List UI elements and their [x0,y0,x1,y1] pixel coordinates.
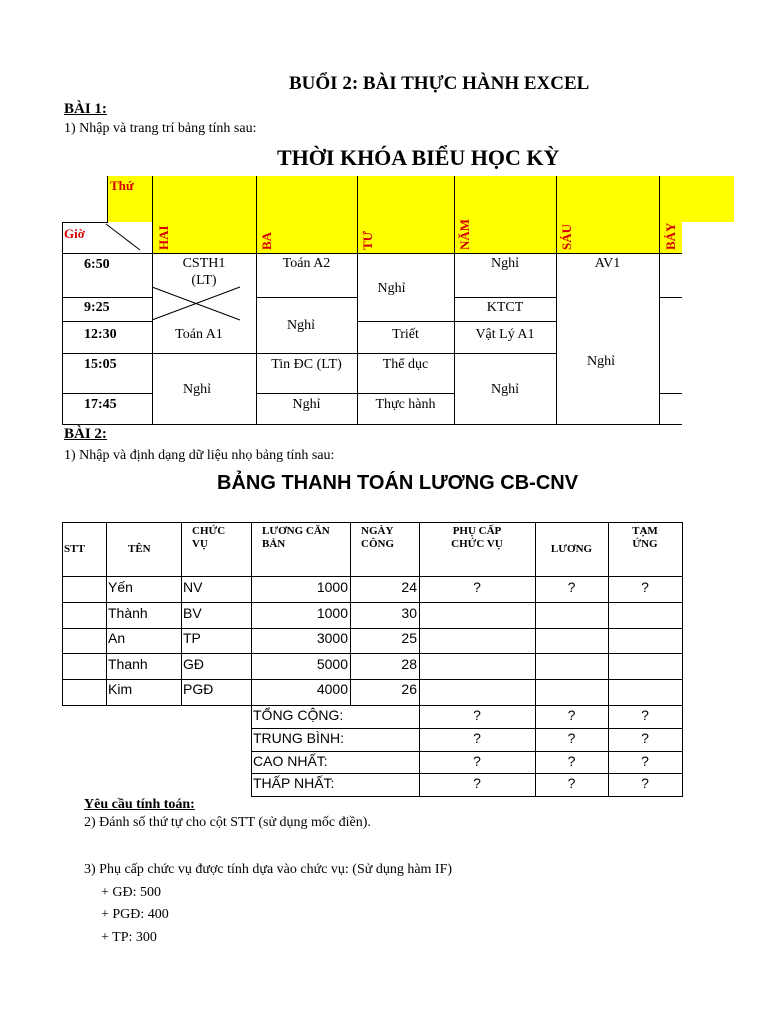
cell-ngay-cong: 30 [401,605,417,621]
summary-label: THẤP NHẤT: [253,775,335,791]
cell-chuc-vu: PGĐ [183,681,214,697]
time-1745: 17:45 [84,397,117,412]
cell-luong: ? [567,579,576,595]
cell-ten: Thanh [108,656,148,672]
cell-ngay-cong: 24 [401,579,417,595]
day-bay: BẢY [663,222,678,250]
day-hai: HAI [156,225,171,250]
cell-ten: Thành [108,605,148,621]
cell-phu-cap: ? [473,579,481,595]
requirement-3: 3) Phụ cấp chức vụ được tính dựa vào chức vụ: (Sử dụng hàm IF) [84,862,453,877]
cell-chuc-vu: TP [183,630,201,646]
page-title: BUỔI 2: BÀI THỰC HÀNH EXCEL [289,73,590,94]
summary-luong: ? [567,730,576,746]
cell-hai-45: Nghỉ [183,382,211,397]
summary-phu-cap: ? [473,753,481,769]
time-925: 9:25 [84,300,110,315]
header-phu-cap-1: PHỤ CẤP [452,525,502,537]
cell-luong-cb: 5000 [316,656,348,672]
header-luong-cb-2: BẢN [262,538,286,550]
corner-thu-label: Thứ [110,178,134,193]
header-luong-cb-1: LƯƠNG CĂN [262,525,330,537]
cell-ba-23: Nghỉ [287,318,315,333]
summary-label: CAO NHẤT: [253,753,328,769]
cell-sau-25: Nghỉ [587,354,615,369]
requirement-item-pgd: + PGĐ: 400 [101,907,169,922]
summary-tam-ung: ? [641,707,649,723]
day-sau: SÁU [559,223,574,250]
cell-ba-1: Toán A2 [282,256,331,271]
bai2-task: 1) Nhập và định dạng dữ liệu nhọ bảng tính sau: [64,448,335,463]
time-1230: 12:30 [84,327,117,342]
cell-ten: An [108,630,126,646]
header-stt: STT [64,543,85,555]
summary-tam-ung: ? [641,730,649,746]
salary-title: BẢNG THANH TOÁN LƯƠNG CB-CNV [217,472,579,494]
cell-ngay-cong: 26 [401,681,417,697]
header-chuc-vu-1: CHỨC [192,525,226,537]
time-1505: 15:05 [84,357,117,372]
summary-phu-cap: ? [473,730,481,746]
cell-ba-4: Tin ĐC (LT) [271,357,342,372]
day-nam: NĂM [457,218,472,250]
timetable-title: THỜI KHÓA BIỂU HỌC KỲ [277,145,560,170]
cell-hai-1: CSTH1 [182,256,226,271]
day-tu: TƯ [360,230,375,250]
header-luong: LƯƠNG [550,543,593,555]
cell-luong-cb: 1000 [316,605,348,621]
cell-luong-cb: 4000 [316,681,348,697]
summary-label: TRUNG BÌNH: [253,730,344,746]
bai2-label: BÀI 2: [64,426,107,442]
header-chuc-vu-2: VỤ [192,538,208,550]
header-ngay-cong-2: CÔNG [361,538,394,550]
cell-hai-1b: (LT) [191,273,217,288]
cell-chuc-vu: NV [183,579,203,595]
cell-tu-12: Nghỉ [377,281,406,296]
header-ten: TÊN [128,543,151,555]
requirement-2: 2) Đánh số thứ tự cho cột STT (sử dụng mốc điền). [84,815,371,830]
cell-luong-cb: 1000 [316,579,348,595]
summary-phu-cap: ? [473,775,481,791]
cell-ngay-cong: 25 [401,630,417,646]
requirements-heading: Yêu cầu tính toán: [84,797,195,812]
summary-tam-ung: ? [641,753,649,769]
cell-sau-1: AV1 [594,256,621,271]
cell-ten: Kim [108,681,133,697]
cell-luong-cb: 3000 [316,630,348,646]
time-650: 6:50 [84,257,110,272]
header-phu-cap-2: CHỨC VỤ [451,538,503,550]
cell-nam-1: Nghỉ [491,256,519,271]
header-tam-ung-1: TẠM [632,525,658,537]
header-ngay-cong-1: NGÀY [361,525,394,537]
summary-luong: ? [567,753,576,769]
requirement-item-gd: + GĐ: 500 [101,885,162,900]
summary-phu-cap: ? [473,707,481,723]
summary-label: TỔNG CỘNG: [253,707,344,723]
bai1-label: BÀI 1: [64,101,107,117]
header-tam-ung-2: ỨNG [632,538,658,550]
day-ba: BA [259,231,274,250]
cell-tam-ung: ? [641,579,649,595]
summary-luong: ? [567,775,576,791]
cell-ten: Yến [108,579,133,595]
cell-hai-3: Toán A1 [175,327,223,342]
summary-luong: ? [567,707,576,723]
cell-nam-45: Nghỉ [491,382,519,397]
cell-tu-3: Triết [392,327,419,342]
cell-ba-5: Nghỉ [292,397,321,412]
corner-gio-label: Giờ [64,226,85,241]
summary-tam-ung: ? [641,775,649,791]
cell-nam-3: Vật Lý A1 [475,327,535,342]
requirement-item-tp: + TP: 300 [101,930,157,945]
cell-ngay-cong: 28 [401,656,417,672]
cell-chuc-vu: GĐ [183,656,204,672]
cell-tu-5: Thực hành [375,397,436,412]
bai1-task: 1) Nhập và trang trí bảng tính sau: [64,121,257,136]
cell-nam-2: KTCT [486,300,524,315]
cell-tu-4: Thể dục [382,357,429,372]
cell-chuc-vu: BV [183,605,202,621]
